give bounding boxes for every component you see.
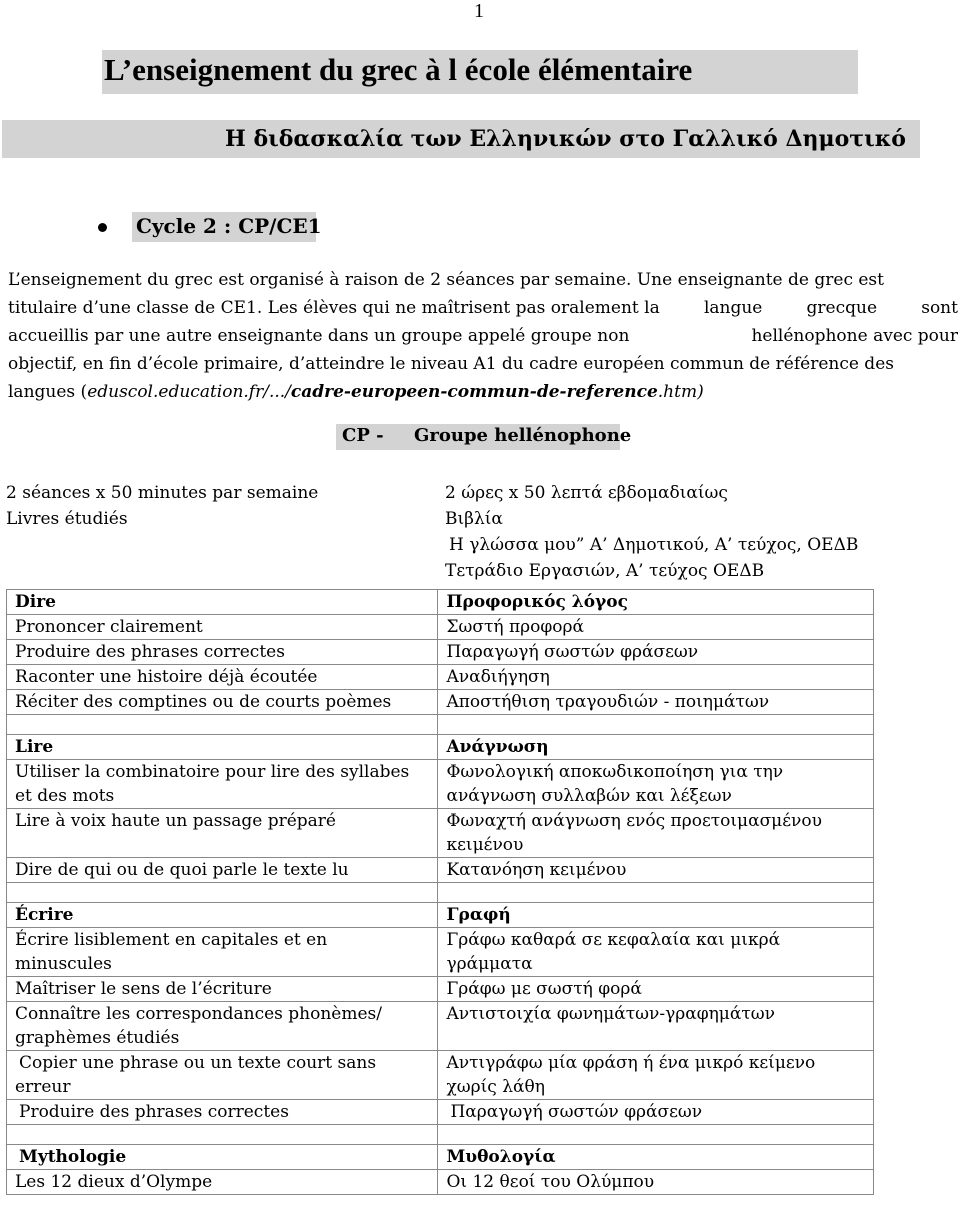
cell: Réciter des comptines ou de courts poèmes (7, 690, 438, 715)
cycle-heading: Cycle 2 : CP/CE1 (136, 214, 322, 238)
book-2: Τετράδιο Εργασιών, Α’ τεύχος ΟΕΔΒ (445, 561, 765, 581)
meta-fr (6, 480, 318, 532)
table-row (7, 1145, 874, 1170)
cell: Παραγωγή σωστών φράσεων (438, 640, 874, 665)
table-row (7, 1170, 874, 1195)
cell-line: Παραγωγή σωστών φράσεων (450, 1102, 703, 1122)
cell: Dire (7, 590, 438, 615)
table-row (7, 690, 874, 715)
cell-line: Lire à voix haute un passage préparé (15, 811, 336, 831)
table-row (7, 1100, 874, 1125)
para-text: langues ( (8, 382, 88, 402)
cell: Maîtriser le sens de l’écriture (7, 977, 438, 1002)
cell: Lire (7, 735, 438, 760)
cell (438, 760, 874, 809)
para-text: hellénophone avec pour (751, 326, 958, 346)
table-row (7, 928, 874, 977)
cell: Προφορικός λόγος (438, 590, 874, 615)
table-row (7, 640, 874, 665)
curriculum-table (6, 589, 874, 1195)
cell: Γράφω με σωστή φορά (438, 977, 874, 1002)
cell (438, 715, 874, 735)
cell-line: Utiliser la combinatoire pour lire des syllabes (15, 762, 410, 782)
cell-line: γράμματα (446, 954, 533, 974)
books-gr: Βιβλία (445, 509, 503, 529)
cell (7, 928, 438, 977)
cell (438, 883, 874, 903)
intro-paragraph (8, 266, 958, 406)
para-line-1: L’enseignement du grec est organisé à raison de 2 séances par semaine. Une enseignante de grec est (8, 270, 884, 290)
group-cp: CP - (342, 425, 384, 446)
cell (438, 1125, 874, 1145)
cell (438, 809, 874, 858)
cell (7, 1051, 438, 1100)
cell: Ανάγνωση (438, 735, 874, 760)
cell (7, 1100, 438, 1125)
table-row (7, 590, 874, 615)
cell-line: minuscules (15, 954, 112, 974)
cell: Αναδιήγηση (438, 665, 874, 690)
cell (438, 1051, 874, 1100)
cell: Dire de qui ou de quoi parle le texte lu (7, 858, 438, 883)
cell-line: κειμένου (446, 835, 524, 855)
cell (7, 760, 438, 809)
cell: Κατανόηση κειμένου (438, 858, 874, 883)
source-link-end[interactable]: .htm) (657, 382, 704, 402)
para-line-4: objectif, en fin d’école primaire, d’atteindre le niveau A1 du cadre européen commun de référence des (8, 354, 894, 374)
table-row (7, 858, 874, 883)
cell: Σωστή προφορά (438, 615, 874, 640)
cell: Μυθολογία (438, 1145, 874, 1170)
para-line-5 (8, 378, 958, 406)
cell (438, 1100, 874, 1125)
source-link[interactable]: eduscol.education.fr/.../ (87, 382, 291, 402)
table-row (7, 715, 874, 735)
table-row (7, 1051, 874, 1100)
cell: Produire des phrases correctes (7, 640, 438, 665)
source-link-bold[interactable]: cadre-europeen-commun-de-reference (290, 382, 658, 402)
book-1: Η γλώσσα μου” Α’ Δημοτικού, Α’ τεύχος, ΟΕΔΒ (449, 535, 859, 555)
cell: Αποστήθιση τραγουδιών - ποιημάτων (438, 690, 874, 715)
table-row (7, 1125, 874, 1145)
cell-line: ανάγνωση συλλαβών και λέξεων (446, 786, 732, 806)
cell (7, 1145, 438, 1170)
cell: Γραφή (438, 903, 874, 928)
table-row (7, 735, 874, 760)
group-name: Groupe hellénophone (414, 425, 632, 446)
cell-line: Copier une phrase ou un texte court sans (19, 1053, 377, 1073)
table-row (7, 760, 874, 809)
cell-line: χωρίς λάθη (446, 1077, 545, 1097)
books-fr: Livres étudiés (6, 509, 128, 529)
para-text: grecque (806, 298, 878, 318)
cell (7, 883, 438, 903)
cell (7, 1002, 438, 1051)
page-number: 1 (474, 0, 484, 22)
table-row (7, 977, 874, 1002)
table-row (7, 1002, 874, 1051)
page-title: L’enseignement du grec à l école élémentaire (104, 52, 693, 87)
cell-line: Αντιστοιχία φωνημάτων-γραφημάτων (446, 1004, 775, 1024)
cell (7, 809, 438, 858)
greek-title: Η διδασκαλία των Ελληνικών στο Γαλλικό Δημοτικό (225, 126, 906, 152)
cell-line: Γράφω καθαρά σε κεφαλαία και μικρά (446, 930, 781, 950)
table-row (7, 809, 874, 858)
table-row (7, 665, 874, 690)
cell-line: erreur (15, 1077, 71, 1097)
cell-line: Φωνολογική αποκωδικοποίηση για την (446, 762, 784, 782)
cell-line: et des mots (15, 786, 115, 806)
para-text: accueillis par une autre enseignante dans un groupe appelé groupe non (8, 326, 630, 346)
bullet-icon (98, 223, 107, 232)
cell (438, 928, 874, 977)
cell: Les 12 dieux d’Olympe (7, 1170, 438, 1195)
table-row (7, 883, 874, 903)
cell-line: Αντιγράφω μία φράση ή ένα μικρό κείμενο (446, 1053, 816, 1073)
table-row (7, 903, 874, 928)
cell: Prononcer clairement (7, 615, 438, 640)
cell-line: Mythologie (19, 1147, 127, 1167)
cell-line: Connaître les correspondances phonèmes/ (15, 1004, 383, 1024)
cell-line: graphèmes étudiés (15, 1028, 180, 1048)
cell (7, 715, 438, 735)
sessions-fr: 2 séances x 50 minutes par semaine (6, 483, 319, 503)
sessions-gr: 2 ώρες x 50 λεπτά εβδομαδιαίως (445, 483, 728, 503)
table-row (7, 615, 874, 640)
para-text: sont (921, 298, 958, 318)
cell: Raconter une histoire déjà écoutée (7, 665, 438, 690)
cell-line: Écrire lisiblement en capitales et en (15, 930, 328, 950)
cell-line: Φωναχτή ανάγνωση ενός προετοιμασμένου (446, 811, 822, 831)
cell (7, 1125, 438, 1145)
cell-line: Produire des phrases correctes (19, 1102, 289, 1122)
para-text: titulaire d’une classe de CE1. Les élèves qui ne maîtrisent pas oralement la (8, 298, 660, 318)
cell: Écrire (7, 903, 438, 928)
meta-gr (445, 480, 858, 584)
group-heading (342, 425, 632, 446)
para-text: langue (703, 298, 763, 318)
cell: Οι 12 θεοί του Ολύμπου (438, 1170, 874, 1195)
para-line-3 (8, 322, 958, 350)
cell (438, 1002, 874, 1051)
para-line-2 (8, 294, 958, 322)
